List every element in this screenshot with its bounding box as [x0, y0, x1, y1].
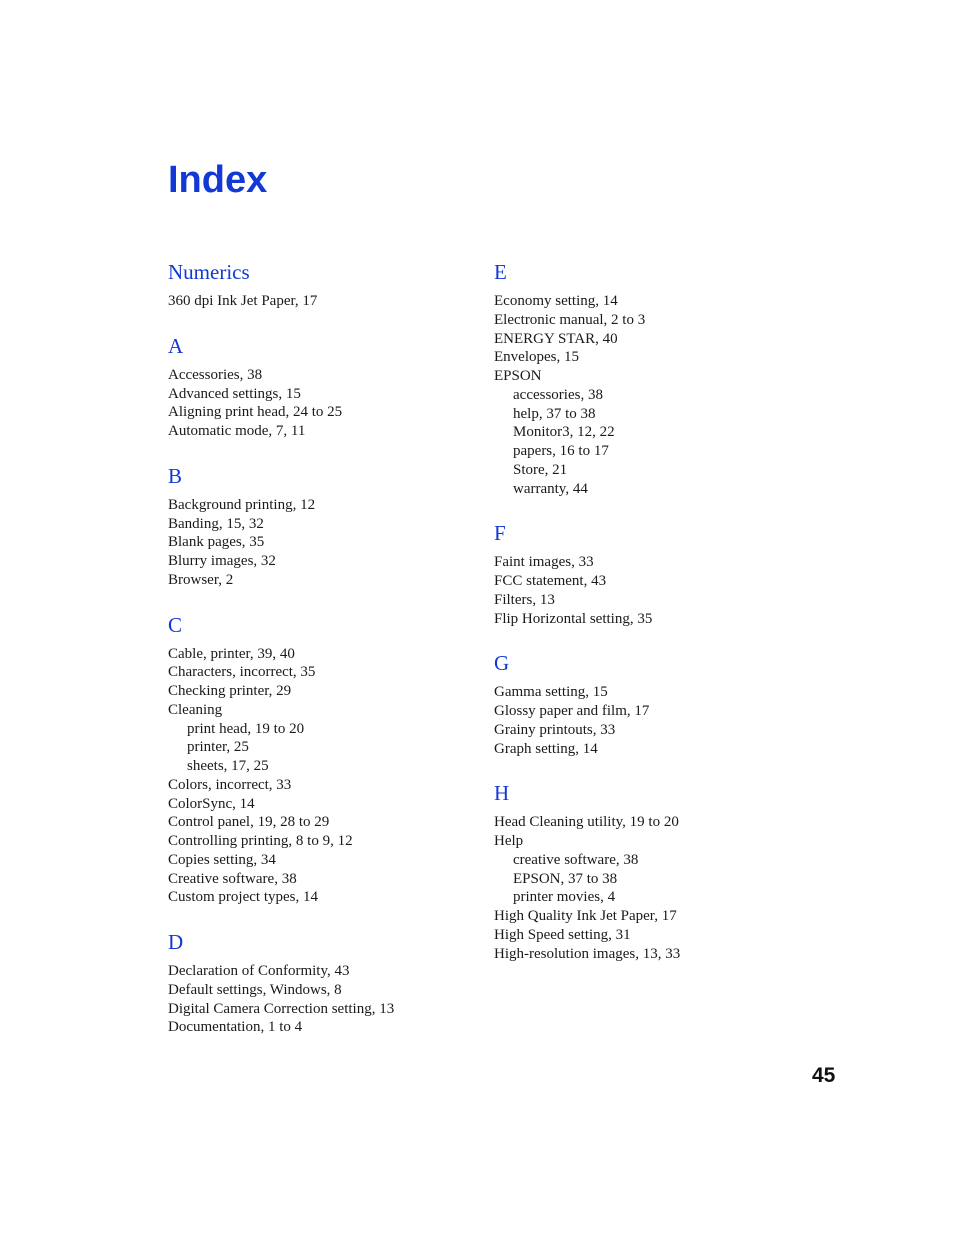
index-subentry: creative software, 38: [513, 851, 639, 868]
index-entry-list: [168, 496, 468, 590]
index-entry: [494, 907, 814, 926]
index-entry: [168, 832, 468, 851]
index-section: [168, 611, 468, 908]
index-entry: [168, 888, 468, 907]
index-entry: [168, 496, 468, 515]
section-heading: Numerics: [168, 260, 250, 284]
index-entry-text: Grainy printouts, 33: [494, 721, 616, 738]
index-entry: [168, 851, 468, 870]
index-entry-text: Controlling printing, 8 to 9, 12: [168, 833, 353, 849]
index-subentry: accessories, 38: [513, 386, 603, 403]
index-entry: [494, 740, 814, 759]
index-entry-text: Declaration of Conformity, 43: [168, 963, 350, 979]
section-heading: D: [168, 930, 184, 954]
index-entry-text: Checking printer, 29: [168, 683, 292, 699]
index-entry-text: Aligning print head, 24 to 25: [168, 404, 343, 421]
index-entry: [168, 1018, 468, 1037]
index-entry: [168, 682, 468, 701]
index-entry-text: Control panel, 19, 28 to 29: [168, 814, 330, 831]
index-entry-list: [494, 292, 814, 498]
index-entry-text: FCC statement, 43: [494, 573, 607, 589]
index-entry-text: High-resolution images, 13, 33: [494, 945, 681, 962]
index-entry-list: [168, 366, 468, 441]
index-entry-text: Custom project types, 14: [168, 889, 318, 906]
index-entry: [494, 721, 814, 740]
index-entry: [168, 776, 468, 795]
index-entry: [168, 981, 468, 1000]
index-entry-text: Graph setting, 14: [494, 740, 598, 757]
index-entry: [168, 795, 468, 814]
page-title: Index: [168, 159, 268, 201]
index-section: [168, 928, 468, 1037]
section-heading: F: [494, 521, 506, 546]
index-entry: [168, 533, 468, 552]
index-entry: [168, 366, 468, 385]
index-subentry-list: [494, 851, 814, 907]
section-heading: H: [494, 781, 510, 806]
page-number: 45: [812, 1064, 836, 1087]
index-entry: [168, 385, 468, 404]
index-entry: [168, 701, 468, 776]
index-section: [494, 519, 814, 628]
index-subentry: papers, 16 to 17: [513, 443, 609, 459]
index-entry-list: [494, 553, 814, 628]
index-entry-text: Glossy paper and film, 17: [494, 703, 650, 719]
index-entry: [494, 813, 814, 832]
index-entry-text: Documentation, 1 to 4: [168, 1019, 303, 1036]
index-entry-text: Browser, 2: [168, 571, 234, 588]
index-entry: [494, 553, 814, 572]
section-heading: E: [494, 260, 507, 284]
index-entry: [494, 292, 814, 311]
index-subentry: print head, 19 to 20: [187, 720, 305, 737]
index-subentry-list: [168, 720, 468, 776]
index-entry: [494, 311, 814, 330]
index-entry-text: High Quality Ink Jet Paper, 17: [494, 908, 677, 924]
index-entry-text: Help: [494, 833, 524, 849]
section-heading: C: [168, 612, 183, 637]
index-section: [168, 258, 468, 311]
index-entry-text: Colors, incorrect, 33: [168, 776, 292, 793]
index-entry-text: EPSON: [494, 368, 542, 384]
index-entry: [168, 515, 468, 534]
index-entry: [168, 813, 468, 832]
index-entry: [494, 348, 814, 367]
index-subentry: Monitor3, 12, 22: [513, 424, 615, 441]
index-entry-list: [494, 683, 814, 758]
index-entry-text: Advanced settings, 15: [168, 385, 301, 402]
index-entry: [494, 702, 814, 721]
index-entry-text: ENERGY STAR, 40: [494, 330, 618, 347]
index-entry-text: Blurry images, 32: [168, 553, 276, 569]
index-entry: [168, 870, 468, 889]
index-column-left: [168, 258, 468, 1058]
index-entry: [168, 422, 468, 441]
index-entry-text: Digital Camera Correction setting, 13: [168, 1000, 395, 1017]
index-entry-text: Automatic mode, 7, 11: [168, 423, 306, 439]
index-section: [168, 332, 468, 441]
section-heading: A: [168, 333, 184, 358]
index-entry: [168, 552, 468, 571]
index-subentry: EPSON, 37 to 38: [513, 870, 618, 887]
index-entry-text: Background printing, 12: [168, 496, 316, 513]
index-subentry: Store, 21: [513, 461, 568, 478]
index-entry-list: [168, 292, 468, 311]
index-entry: [168, 663, 468, 682]
index-subentry: warranty, 44: [513, 480, 588, 497]
index-entry-text: Envelopes, 15: [494, 349, 579, 366]
index-entry: [168, 292, 468, 311]
index-entry-text: ColorSync, 14: [168, 795, 255, 812]
index-entry-text: Banding, 15, 32: [168, 515, 264, 532]
index-subentry: help, 37 to 38: [513, 405, 596, 422]
index-entry: [168, 645, 468, 664]
index-entry: [168, 1000, 468, 1019]
index-subentry: sheets, 17, 25: [187, 758, 269, 774]
index-section: [494, 649, 814, 758]
index-subentry: printer, 25: [187, 739, 249, 756]
index-entry-text: Faint images, 33: [494, 554, 594, 571]
index-entry-text: 360 dpi Ink Jet Paper, 17: [168, 293, 318, 309]
index-entry-text: Cleaning: [168, 701, 223, 718]
index-subentry: printer movies, 4: [513, 889, 616, 906]
index-entry-list: [494, 813, 814, 963]
index-entry-list: [168, 645, 468, 908]
index-entry-text: High Speed setting, 31: [494, 926, 631, 943]
index-entry: [494, 926, 814, 945]
index-entry-text: Flip Horizontal setting, 35: [494, 610, 653, 627]
index-entry: [494, 367, 814, 498]
section-heading: B: [168, 463, 183, 488]
index-entry: [494, 572, 814, 591]
index-column-right: [494, 258, 814, 984]
index-entry: [494, 945, 814, 964]
index-entry-text: Accessories, 38: [168, 366, 263, 383]
index-section: [494, 779, 814, 963]
index-entry: [494, 832, 814, 907]
index-entry-text: Creative software, 38: [168, 870, 297, 887]
index-entry-text: Default settings, Windows, 8: [168, 981, 342, 998]
index-entry-text: Filters, 13: [494, 591, 555, 608]
index-entry-list: [168, 962, 468, 1037]
index-entry: [168, 962, 468, 981]
index-entry-text: Cable, printer, 39, 40: [168, 645, 295, 662]
index-entry: [168, 403, 468, 422]
index-section: [168, 462, 468, 590]
index-entry-text: Blank pages, 35: [168, 534, 265, 551]
index-entry: [494, 330, 814, 349]
index-entry-text: Head Cleaning utility, 19 to 20: [494, 814, 679, 831]
index-entry: [494, 683, 814, 702]
index-entry: [494, 591, 814, 610]
index-entry: [494, 610, 814, 629]
index-section: [494, 258, 814, 498]
index-entry-text: Economy setting, 14: [494, 293, 618, 309]
index-entry-text: Characters, incorrect, 35: [168, 664, 316, 681]
index-entry: [168, 571, 468, 590]
index-entry-text: Copies setting, 34: [168, 851, 276, 868]
index-entry-text: Gamma setting, 15: [494, 684, 608, 701]
index-entry-text: Electronic manual, 2 to 3: [494, 311, 646, 328]
section-heading: G: [494, 651, 510, 676]
index-subentry-list: [494, 386, 814, 499]
